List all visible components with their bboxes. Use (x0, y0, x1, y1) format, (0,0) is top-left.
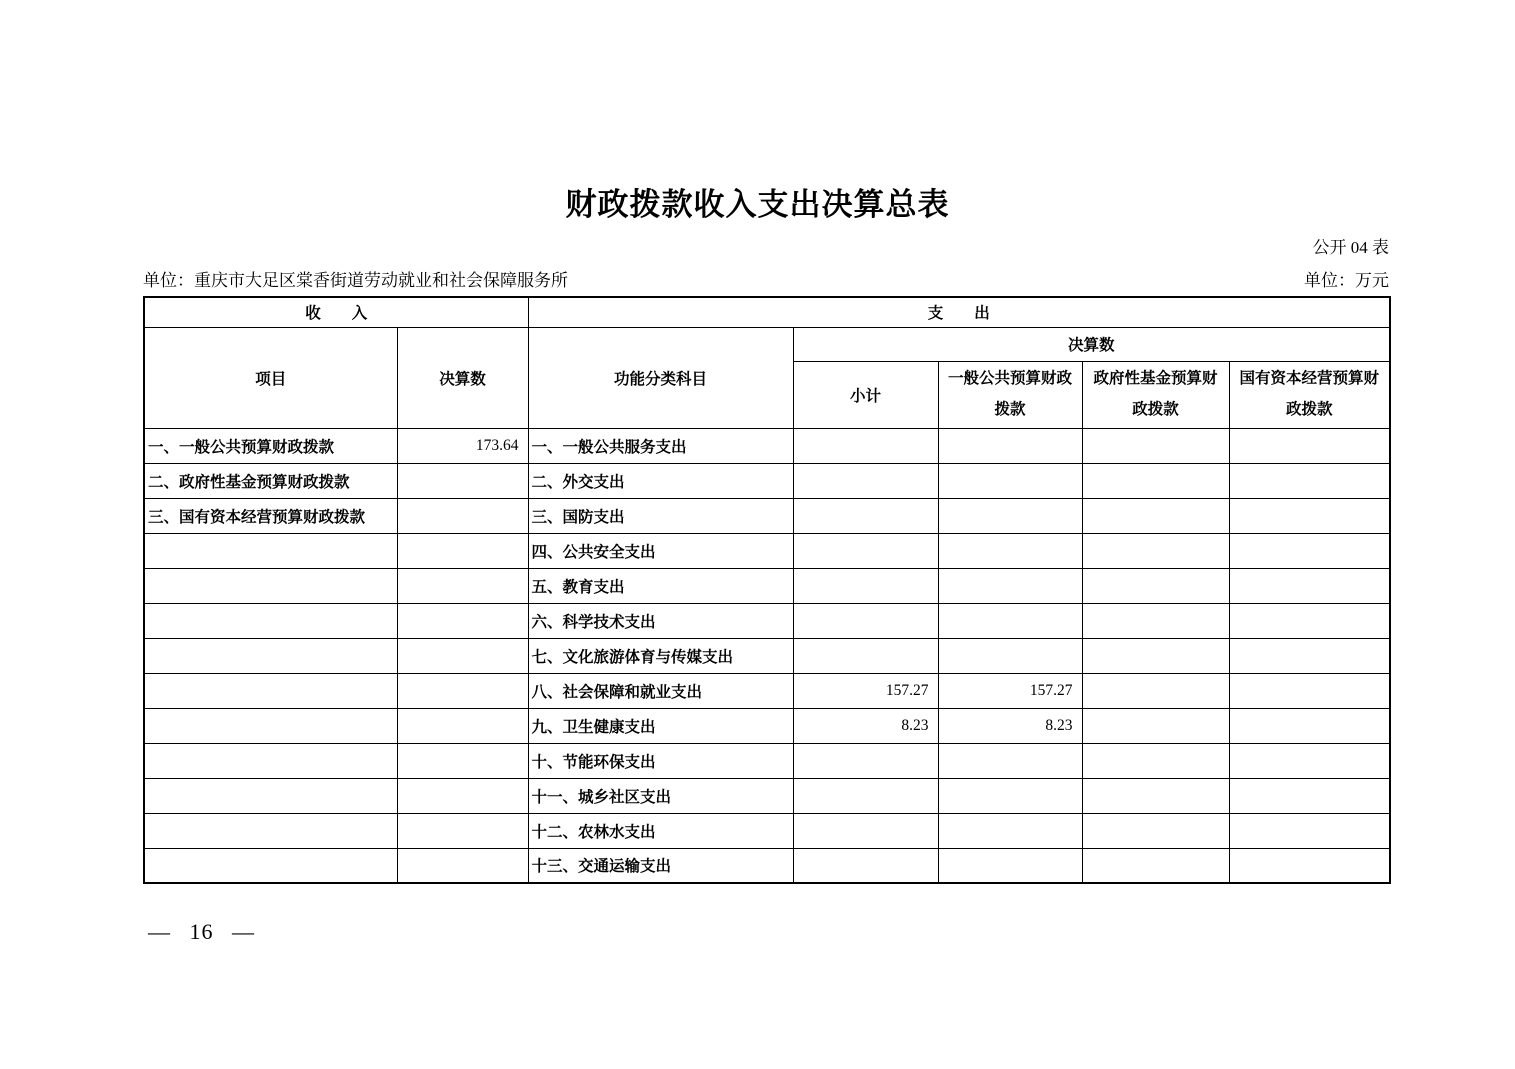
fiscal-appropriation-table (143, 296, 1391, 884)
expense-govt-fund-cell (1082, 813, 1229, 848)
expense-state-capital-cell (1229, 778, 1390, 813)
expense-amount-group-header: 决算数 (793, 327, 1390, 361)
income-item-cell (144, 778, 397, 813)
expense-govt-fund-cell (1082, 673, 1229, 708)
expense-item-cell: 九、卫生健康支出 (528, 708, 793, 743)
table-row (144, 743, 1390, 778)
expense-subtotal-cell (793, 498, 938, 533)
income-item-cell (144, 568, 397, 603)
expense-item-cell: 五、教育支出 (528, 568, 793, 603)
table-row (144, 568, 1390, 603)
expense-state-capital-cell (1229, 498, 1390, 533)
expense-subtotal-cell (793, 603, 938, 638)
section-header-row (144, 297, 1390, 327)
income-item-cell (144, 813, 397, 848)
expense-general-budget-cell (938, 568, 1082, 603)
income-item-col-header: 项目 (144, 327, 397, 428)
income-item-cell (144, 638, 397, 673)
income-item-cell: 二、政府性基金预算财政拨款 (144, 463, 397, 498)
expense-state-capital-cell (1229, 533, 1390, 568)
expense-subtotal-cell (793, 568, 938, 603)
expense-govt-fund-cell (1082, 708, 1229, 743)
expense-general-budget-cell (938, 428, 1082, 463)
expense-item-cell: 十一、城乡社区支出 (528, 778, 793, 813)
expense-subtotal-cell (793, 848, 938, 883)
expense-general-budget-cell (938, 778, 1082, 813)
expense-item-cell: 十三、交通运输支出 (528, 848, 793, 883)
table-row (144, 813, 1390, 848)
expense-govt-fund-cell (1082, 638, 1229, 673)
expense-subtotal-cell (793, 638, 938, 673)
income-amount-col-header: 决算数 (397, 327, 528, 428)
expense-general-budget-cell (938, 848, 1082, 883)
income-amount-cell (397, 463, 528, 498)
income-amount-cell (397, 603, 528, 638)
expense-subtotal-cell (793, 778, 938, 813)
page-title: 财政拨款收入支出决算总表 (565, 187, 950, 222)
income-item-cell (144, 533, 397, 568)
expense-general-budget-cell (938, 638, 1082, 673)
expense-govt-fund-cell (1082, 743, 1229, 778)
expense-subtotal-cell (793, 533, 938, 568)
expense-general-budget-cell (938, 813, 1082, 848)
income-amount-cell (397, 848, 528, 883)
expense-govt-fund-cell (1082, 463, 1229, 498)
currency-unit-label: 单位：万元 (1304, 271, 1389, 290)
expense-item-cell: 八、社会保障和就业支出 (528, 673, 793, 708)
expense-general-budget-cell (938, 603, 1082, 638)
expense-subtotal-cell (793, 743, 938, 778)
table-row (144, 638, 1390, 673)
expense-state-capital-cell (1229, 848, 1390, 883)
table-row (144, 778, 1390, 813)
table-row (144, 603, 1390, 638)
income-item-cell (144, 848, 397, 883)
expense-govt-fund-cell (1082, 778, 1229, 813)
income-item-cell: 三、国有资本经营预算财政拨款 (144, 498, 397, 533)
expense-govt-fund-cell (1082, 533, 1229, 568)
page-number: — 16 — (148, 919, 255, 944)
govt-fund-budget-col-header: 政府性基金预算财政拨款 (1082, 361, 1229, 428)
expense-item-cell: 一、一般公共服务支出 (528, 428, 793, 463)
expense-govt-fund-cell (1082, 568, 1229, 603)
income-item-cell (144, 673, 397, 708)
expense-state-capital-cell (1229, 463, 1390, 498)
income-amount-cell (397, 743, 528, 778)
income-amount-cell (397, 673, 528, 708)
income-amount-cell: 173.64 (397, 428, 528, 463)
expense-state-capital-cell (1229, 638, 1390, 673)
expense-subtotal-cell (793, 428, 938, 463)
expense-subtotal-cell: 8.23 (793, 708, 938, 743)
expense-item-cell: 四、公共安全支出 (528, 533, 793, 568)
expense-general-budget-cell (938, 533, 1082, 568)
expense-state-capital-cell (1229, 708, 1390, 743)
expense-state-capital-cell (1229, 813, 1390, 848)
income-item-cell (144, 708, 397, 743)
income-item-cell (144, 743, 397, 778)
table-code-label: 公开 04 表 (1312, 238, 1389, 257)
expense-item-cell: 十二、农林水支出 (528, 813, 793, 848)
table-row (144, 673, 1390, 708)
expense-item-col-header: 功能分类科目 (528, 327, 793, 428)
org-unit-label: 单位：重庆市大足区棠香街道劳动就业和社会保障服务所 (143, 271, 568, 290)
expense-item-cell: 十、节能环保支出 (528, 743, 793, 778)
income-item-cell (144, 603, 397, 638)
income-amount-cell (397, 568, 528, 603)
expense-state-capital-cell (1229, 568, 1390, 603)
income-amount-cell (397, 533, 528, 568)
expense-state-capital-cell (1229, 673, 1390, 708)
income-item-cell: 一、一般公共预算财政拨款 (144, 428, 397, 463)
table-body (144, 428, 1390, 883)
expense-govt-fund-cell (1082, 428, 1229, 463)
unit-row (143, 266, 1389, 291)
expense-subtotal-cell (793, 813, 938, 848)
expense-general-budget-cell (938, 743, 1082, 778)
expense-item-cell: 二、外交支出 (528, 463, 793, 498)
income-amount-cell (397, 778, 528, 813)
income-amount-cell (397, 638, 528, 673)
state-capital-budget-col-header: 国有资本经营预算财政拨款 (1229, 361, 1390, 428)
table-row (144, 708, 1390, 743)
expense-section-header: 支 出 (528, 297, 1390, 327)
expense-govt-fund-cell (1082, 603, 1229, 638)
income-amount-cell (397, 813, 528, 848)
subtotal-col-header: 小计 (793, 361, 938, 428)
income-section-header: 收 入 (144, 297, 528, 327)
table-row (144, 848, 1390, 883)
expense-state-capital-cell (1229, 428, 1390, 463)
expense-item-cell: 三、国防支出 (528, 498, 793, 533)
expense-govt-fund-cell (1082, 498, 1229, 533)
expense-general-budget-cell (938, 463, 1082, 498)
expense-general-budget-cell (938, 498, 1082, 533)
expense-state-capital-cell (1229, 603, 1390, 638)
income-amount-cell (397, 498, 528, 533)
expense-govt-fund-cell (1082, 848, 1229, 883)
expense-general-budget-cell: 8.23 (938, 708, 1082, 743)
expense-item-cell: 六、科学技术支出 (528, 603, 793, 638)
general-public-budget-col-header: 一般公共预算财政拨款 (938, 361, 1082, 428)
table-row (144, 428, 1390, 463)
expense-item-cell: 七、文化旅游体育与传媒支出 (528, 638, 793, 673)
expense-subtotal-cell (793, 463, 938, 498)
table-row (144, 463, 1390, 498)
income-amount-cell (397, 708, 528, 743)
table-row (144, 498, 1390, 533)
expense-subtotal-cell: 157.27 (793, 673, 938, 708)
column-header-row (144, 327, 1390, 361)
expense-general-budget-cell: 157.27 (938, 673, 1082, 708)
expense-state-capital-cell (1229, 743, 1390, 778)
table-row (144, 533, 1390, 568)
